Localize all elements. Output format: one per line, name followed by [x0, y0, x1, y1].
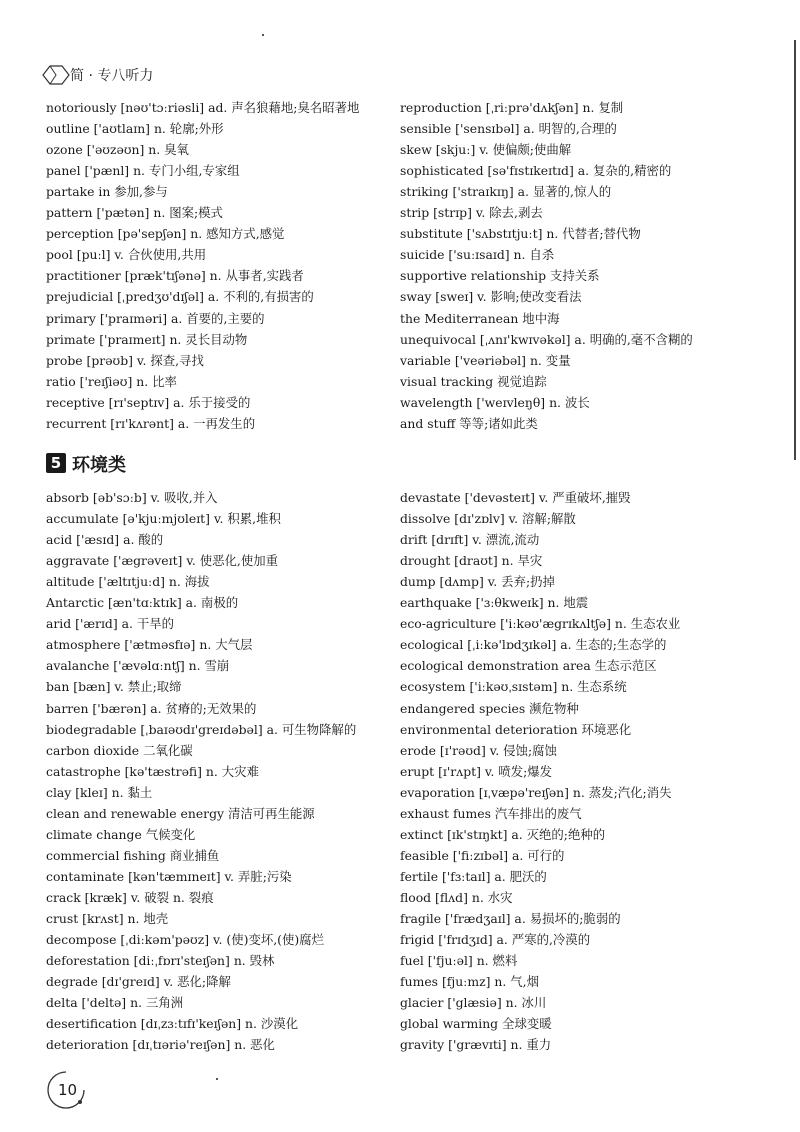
vocab-entry: wavelength ['weɪvleŋθ] n. 波长 — [400, 394, 590, 410]
vocab-entry: crack [kræk] v. 破裂 n. 裂痕 — [46, 889, 214, 905]
vocab-entry: extinct [ɪk'stɪŋkt] a. 灭绝的;绝种的 — [400, 826, 606, 842]
vocab-entry: skew [skjuː] v. 使偏颇;使曲解 — [400, 142, 572, 158]
vocab-entry: fragile ['frædʒaɪl] a. 易损坏的;脆弱的 — [400, 911, 621, 926]
vocab-entry: glacier ['glæsiə] n. 冰川 — [400, 995, 547, 1011]
vocab-entry: striking ['straɪkɪŋ] a. 显著的,惊人的 — [400, 184, 612, 200]
vocab-entry: strip [strɪp] v. 除去,剥去 — [400, 205, 543, 221]
vocab-entry: primate ['praɪmeɪt] n. 灵长目动物 — [46, 331, 248, 347]
page-header — [40, 62, 210, 90]
vocab-entry: variable ['veəriəbəl] n. 变量 — [400, 352, 571, 368]
vocab-entry: endangered species 濒危物种 — [400, 700, 579, 716]
vocab-entry: ozone ['əʊzəʊn] n. 臭氧 — [46, 142, 189, 158]
vocab-entry: ecosystem ['iːkəʊˌsɪstəm] n. 生态系统 — [400, 679, 627, 695]
vocab-entry: arid ['ærɪd] a. 干旱的 — [46, 616, 175, 632]
vocab-entry: unequivocal [ˌʌnɪ'kwɪvəkəl] a. 明确的,毫不含糊的 — [400, 331, 693, 347]
vocab-entry: substitute ['sʌbstɪtjuːt] n. 代替者;替代物 — [400, 226, 641, 242]
vocab-entry: fumes [fjuːmz] n. 气,烟 — [400, 974, 539, 990]
book-logo-icon — [40, 62, 72, 88]
vocab-entry: sway [sweɪ] v. 影响;使改变看法 — [400, 289, 582, 305]
vocab-entry: supportive relationship 支持关系 — [400, 268, 600, 284]
section-number: 5 — [46, 453, 66, 473]
vocab-entry: aggravate ['ægrəveɪt] v. 使恶化,使加重 — [46, 553, 279, 569]
vocab-entry: primary ['praɪməri] a. 首要的,主要的 — [46, 310, 265, 326]
vocab-entry: drift [drɪft] v. 漂流,流动 — [400, 532, 540, 548]
vocab-entry: and stuff 等等;诸如此类 — [400, 415, 538, 431]
vocab-entry: the Mediterranean 地中海 — [400, 310, 560, 326]
vocab-entry: decompose [ˌdiːkəm'pəʊz] v. (使)变坏,(使)腐烂 — [46, 932, 325, 948]
vocab-entry: reproduction [ˌriːprə'dʌkʃən] n. 复制 — [400, 100, 624, 115]
vocab-entry: practitioner [præk'tɪʃənə] n. 从事者,实践者 — [46, 268, 304, 284]
vocab-entry: deforestation [diːˌfɒrɪ'steɪʃən] n. 毁林 — [46, 953, 275, 969]
vocab-entry: crust [krʌst] n. 地壳 — [46, 911, 169, 926]
vocab-entry: erode [ɪ'rəʊd] v. 侵蚀;腐蚀 — [400, 742, 557, 758]
page-edge-line — [794, 40, 796, 460]
vocab-entry: notoriously [nəʊ'tɔːriəsli] ad. 声名狼藉地;臭名昭著地 — [46, 100, 360, 115]
vocab-entry: perception [pə'sepʃən] n. 感知方式,感觉 — [46, 226, 285, 242]
vocab-entry: clean and renewable energy 清洁可再生能源 — [46, 805, 315, 821]
vocab-entry: degrade [dɪ'greɪd] v. 恶化;降解 — [46, 974, 231, 990]
vocab-entry: exhaust fumes 汽车排出的废气 — [400, 805, 582, 821]
vocab-entry: panel ['pænl] n. 专门小组,专家组 — [46, 163, 240, 179]
vocab-entry: prejudicial [ˌpredʒʊ'dɪʃəl] a. 不利的,有损害的 — [46, 289, 314, 305]
vocab-entry: carbon dioxide 二氧化碳 — [46, 742, 193, 758]
vocab-entry: acid ['æsɪd] a. 酸的 — [46, 532, 164, 548]
vocab-entry: pattern ['pætən] n. 图案;模式 — [46, 205, 223, 221]
vocab-entry: ecological [ˌiːkə'lɒdʒɪkəl] a. 生态的;生态学的 — [400, 637, 667, 653]
vocab-entry: dump [dʌmp] v. 丢弃;扔掉 — [400, 574, 555, 590]
vocab-entry: ecological demonstration area 生态示范区 — [400, 658, 657, 674]
vocab-entry: contaminate [kən'tæmɪneɪt] v. 弄脏;污染 — [46, 868, 292, 884]
vocab-entry: catastrophe [kə'tæstrəfi] n. 大灾难 — [46, 763, 259, 779]
vocab-entry: commercial fishing 商业捕鱼 — [46, 847, 220, 863]
vocab-entry: environmental deterioration 环境恶化 — [400, 721, 632, 737]
vocab-entry: clay [kleɪ] n. 黏土 — [46, 784, 153, 800]
vocab-entry: climate change 气候变化 — [46, 826, 196, 842]
vocab-entry: atmosphere ['ætməsfɪə] n. 大气层 — [46, 637, 253, 653]
vocab-entry: ban [bæn] v. 禁止;取缔 — [46, 679, 182, 695]
vocab-entry: sensible ['sensɪbəl] a. 明智的,合理的 — [400, 121, 617, 137]
vocab-entry: receptive [rɪ'septɪv] a. 乐于接受的 — [46, 394, 251, 410]
page-number: 10 — [58, 1081, 78, 1099]
vocab-entry: Antarctic [æn'tɑːktɪk] a. 南极的 — [46, 595, 239, 611]
vocab-entry: dissolve [dɪ'zɒlv] v. 溶解;解散 — [400, 511, 576, 527]
scan-speck — [262, 34, 264, 36]
vocab-entry: recurrent [rɪ'kʌrənt] a. 一再发生的 — [46, 415, 256, 431]
header-title: 简 · 专八听力 — [70, 68, 154, 84]
vocab-entry: absorb [əb'sɔːb] v. 吸收,并入 — [46, 490, 218, 505]
scan-speck — [216, 1078, 218, 1080]
vocab-entry: partake in 参加,参与 — [46, 184, 168, 200]
vocab-entry: frigid ['frɪdʒɪd] a. 严寒的,冷漠的 — [400, 932, 591, 948]
vocab-entry: probe [prəʊb] v. 探查,寻找 — [46, 352, 204, 368]
vocab-entry: earthquake ['ɜːθkweɪk] n. 地震 — [400, 595, 589, 611]
vocab-entry: pool [puːl] v. 合伙使用,共用 — [46, 247, 207, 263]
vocab-entry: feasible ['fiːzɪbəl] a. 可行的 — [400, 847, 565, 863]
vocab-entry: flood [flʌd] n. 水灾 — [400, 889, 513, 905]
vocab-entry: altitude ['æltɪtjuːd] n. 海拔 — [46, 574, 210, 590]
vocab-entry: gravity ['grævɪti] n. 重力 — [400, 1037, 552, 1053]
vocab-entry: barren ['bærən] a. 贫瘠的;无效果的 — [46, 700, 257, 716]
vocab-entry: suicide ['suːɪsaɪd] n. 自杀 — [400, 247, 555, 263]
vocab-entry: evaporation [ɪˌvæpə'reɪʃən] n. 蒸发;汽化;消失 — [400, 784, 672, 800]
vocab-entry: deterioration [dɪˌtɪəriə'reɪʃən] n. 恶化 — [46, 1037, 275, 1053]
vocab-entry: desertification [dɪˌzɜːtɪfɪ'keɪʃən] n. 沙漠化 — [46, 1016, 299, 1032]
vocab-entry: global warming 全球变暖 — [400, 1016, 552, 1032]
vocab-entry: ratio ['reɪʃiəʊ] n. 比率 — [46, 373, 177, 389]
section-title: 环境类 — [72, 455, 126, 476]
vocab-entry: visual tracking 视觉追踪 — [400, 373, 547, 389]
vocab-entry: drought [draʊt] n. 旱灾 — [400, 553, 543, 569]
vocab-entry: accumulate [ə'kjuːmjʊleɪt] v. 积累,堆积 — [46, 511, 281, 527]
vocab-entry: avalanche ['ævəlɑːntʃ] n. 雪崩 — [46, 658, 230, 674]
vocab-entry: erupt [ɪ'rʌpt] v. 喷发;爆发 — [400, 763, 553, 779]
vocab-entry: delta ['deltə] n. 三角洲 — [46, 995, 184, 1011]
vocab-entry: outline ['aʊtlaɪn] n. 轮廓;外形 — [46, 121, 224, 137]
vocab-entry: fertile ['fɜːtaɪl] a. 肥沃的 — [400, 868, 547, 884]
vocab-entry: biodegradable [ˌbaɪəʊdɪ'greɪdəbəl] a. 可生物降解的 — [46, 721, 357, 737]
vocab-entry: fuel ['fjuːəl] n. 燃料 — [400, 953, 518, 969]
vocab-entry: devastate ['devəsteɪt] v. 严重破坏,摧毁 — [400, 490, 631, 505]
vocab-entry: eco-agriculture ['iːkəʊ'ægrɪkʌltʃə] n. 生态农业 — [400, 616, 681, 632]
vocab-entry: sophisticated [sə'fɪstɪkeɪtɪd] a. 复杂的,精密的 — [400, 163, 672, 179]
